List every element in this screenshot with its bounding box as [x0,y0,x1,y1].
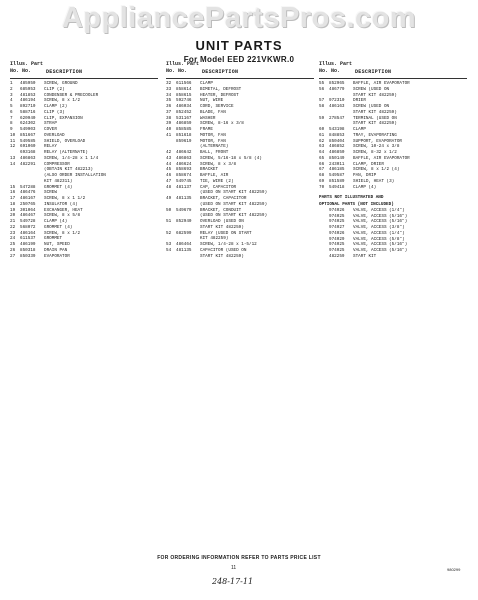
illus-number: 11 [10,138,16,144]
part-number: 486642 [176,150,192,155]
parts-column-2 [166,58,314,259]
part-number: 852965 [329,81,345,86]
part-description: GROMMET (4) [44,224,73,230]
part-description: SCREW, GROUND [44,81,78,86]
part-description: SCREW, 1/4-28 x 1 1/4 [44,155,99,161]
part-description: SCREW, 10-24 x 3/8 [353,144,400,150]
page-number: 11 [231,565,237,571]
watermark: AppliancePartsPros.com [61,2,417,34]
header-description: DESCRIPTION [355,69,392,75]
part-description: SCREW, 8-16 x 3/8 [200,121,244,127]
illus-number: 54 [166,247,172,253]
part-description: BRACKET [200,167,219,173]
part-description: MOTOR, FAN [200,132,226,138]
illus-number: 8 [10,121,13,127]
part-description: (ALSO ORDER INSTALLATION [44,173,106,178]
part-description: CLIP, EXPANSION [44,115,83,121]
illus-number: 34 [166,92,172,98]
part-number: 974026 [329,207,345,213]
illus-number: 43 [166,155,172,161]
illus-number: 49 [166,196,172,201]
part-number: 549585 [20,138,36,144]
part-number: 974025 [329,219,345,225]
part-number: 481135 [176,247,192,253]
part-description: SCREW, 8 x 1/2 [44,230,81,236]
part-description: CLAMP (4) [353,184,377,190]
part-description: EVAPORATOR [44,253,70,259]
part-description: RELAY [44,144,57,150]
illus-number: 22 [10,224,16,230]
header-illus-part: Illus. Part [166,61,200,67]
illus-number: 40 [166,127,172,132]
part-number: 549587 [329,173,345,178]
illus-number: 3 [10,92,13,98]
illus-number: 48 [166,184,172,190]
illus-number: 24 [10,236,16,242]
illus-number: 50 [166,207,172,213]
part-number: 685953 [20,86,36,92]
part-number: 974025 [329,242,345,248]
illus-number: 18 [10,201,16,207]
illus-number: 6 [10,109,13,115]
illus-number: 21 [10,219,16,224]
part-number: 974026 [329,230,345,236]
part-description: SCREW, 8-32 x 1/2 [353,150,397,155]
part-description: (ALTERNATE) [200,144,229,150]
part-description: HEATER, DEFROST [200,92,239,98]
part-number: 301064 [20,207,36,213]
part-number: 486464 [176,242,192,247]
part-number: 486624 [176,161,192,167]
illus-number: 56 [319,86,325,92]
part-number: 549679 [176,207,192,213]
part-description: VALVE, ACCESS (3/8") [353,225,405,230]
illus-number: 16 [10,190,16,196]
part-number: 243011 [329,161,345,167]
part-number: 611566 [176,81,192,86]
part-description: CORD, SERVICE [200,104,234,109]
part-description: CAPACITOR (USED ON [200,247,247,253]
illus-number [319,254,329,260]
part-description: TRAY, EVAPORATING [353,132,397,138]
illus-number: 70 [319,184,325,190]
part-number: 611537 [20,236,36,242]
part-description: (USED ON START KIT 482259) [200,213,268,219]
part-number: 549418 [329,184,345,190]
part-number: 486859 [176,121,192,127]
illus-number: 59 [319,115,325,121]
part-description: COMPRESSOR [44,161,70,167]
part-number: 485950 [20,81,36,86]
table-row [166,254,314,260]
part-description: STRAP [44,121,57,127]
part-description: OVERLOAD (USED ON [200,219,244,224]
part-number: 481135 [176,196,192,201]
illus-number: 32 [166,81,172,86]
part-description: VALVE, ACCESS (5/8") [353,236,405,242]
page-title: UNIT PARTS [195,38,283,53]
part-description: CLAMP [200,81,213,86]
table-row [319,254,467,260]
part-description: VALVE, ACCESS (5/16") [353,242,408,248]
header-numbers: No. No. [10,68,32,74]
column-header [10,58,158,79]
part-number: 278547 [329,115,345,121]
part-description: BALL, FRONT [200,150,229,155]
part-description: CLIP (3) [44,109,65,115]
part-number: 858615 [176,92,192,98]
part-description: GROMMET [44,236,63,242]
part-description: PAN, DRIP [353,173,377,178]
part-number: 568072 [20,224,36,230]
illus-number: 14 [10,161,16,167]
part-description: BIMETAL, DEFROST [200,86,242,92]
illus-number: 17 [10,196,16,201]
illus-number: 53 [166,242,172,247]
part-number: 892710 [20,104,36,109]
part-number: 974029 [329,236,345,242]
part-description: BLADE, FAN [200,109,226,115]
illus-number: 58 [319,104,325,109]
part-description: VALVE, ACCESS (1/4") [353,207,405,213]
header-illus-part: Illus. Part [319,61,353,67]
part-number: 620940 [20,115,36,121]
illus-number: 19 [10,207,16,213]
part-description: START KIT [353,253,377,259]
part-description: NUT, WIRE [200,98,224,104]
part-description: TERMINAL (USED ON [353,115,397,121]
illus-number: 35 [166,98,172,104]
part-number: 481137 [176,184,192,190]
part-description: INSULATOR (4) [44,201,78,207]
part-description: BAFFLE, AIR EVAPORATOR [353,155,410,161]
part-description: SCREW, 5/16-18 x 5/8 (4) [200,155,262,161]
table-row [319,185,467,191]
part-number [176,254,200,260]
part-number: 974027 [329,225,345,230]
part-number: 486852 [329,144,345,150]
part-description: BRACKET, CONDUIT [200,207,242,213]
illus-number: 47 [166,178,172,184]
part-number: 486779 [329,86,345,92]
illus-number: 60 [319,127,325,132]
part-number: 482259 [329,253,345,259]
section-title: PARTS NOT ILLUSTRATED AND [319,195,384,201]
part-number: 851618 [176,132,192,138]
part-number: 486167 [20,196,36,201]
part-description: DRIER [353,98,366,104]
part-description: RELAY (ALTERNATE) [44,150,88,155]
part-number: 691060 [20,144,36,150]
part-description: SHIELD, HEAT (3) [353,178,395,184]
column-header [319,58,467,79]
part-number: 974025 [329,248,345,253]
part-description: START KIT 482259) [353,92,397,98]
illus-number: 57 [319,98,325,104]
illus-number: 13 [10,155,16,161]
illus-number: 23 [10,230,16,236]
part-description: BRACKET, CAPACITOR [200,196,247,201]
illus-number: 20 [10,213,16,219]
illus-number: 62 [319,138,325,144]
part-number: 543198 [329,127,345,132]
illus-number: 61 [319,132,325,138]
part-number: 549745 [176,178,192,184]
illus-number: 5 [10,104,13,109]
header-illus-part: Illus. Part [10,61,44,67]
part-number: 481853 [20,92,36,98]
header-description: DESCRIPTION [46,69,83,75]
part-number: 250765 [20,201,36,207]
part-number: 848853 [329,132,345,138]
document-number: 980299 [447,567,461,572]
part-description: BAFFLE, AIR [200,173,229,178]
part-number: 858614 [176,86,192,92]
part-description: CLAMP (4) [44,219,68,224]
part-description: SCREW, 8 x 1/2 [44,98,81,104]
part-number: 486163 [329,104,345,109]
part-number: 852940 [176,219,192,224]
part-number: 682599 [176,230,192,236]
part-number: 588716 [20,109,36,115]
part-description: (USED ON START KIT 482259) [200,201,268,207]
illus-number: 25 [10,242,16,247]
illus-number: 4 [10,98,13,104]
illus-number: 7 [10,115,13,121]
header-description: DESCRIPTION [202,69,239,75]
part-description: SCREW, 8 x 5/8 [44,213,81,219]
part-number: 624302 [20,121,36,127]
part-number: 486199 [20,242,36,247]
part-number: 486476 [20,190,36,196]
part-number: 486185 [329,167,345,173]
illus-number: 9 [10,127,13,132]
part-description: KIT 482259) [200,236,229,242]
part-description: CONDENSER & PRECOOLER [44,92,99,98]
illus-number: 68 [319,173,325,178]
part-number: 852452 [176,109,192,115]
part-description: GROMMET (4) [44,184,73,190]
illus-number: 69 [319,178,325,184]
illus-number [166,254,176,260]
illus-number: 55 [319,81,325,86]
illus-number: 52 [166,230,172,236]
part-number: 850149 [329,155,345,161]
part-number: 972310 [329,98,345,104]
page-subtitle: For Model EED 221VKWR.0 [183,55,295,64]
part-description: CLAMP [353,127,366,132]
illus-number: 36 [166,104,172,109]
illus-number: 37 [166,109,172,115]
parts-column-3 [319,58,467,260]
illus-number: 51 [166,219,172,224]
part-description: START KIT 482259) [200,224,244,230]
illus-number: 41 [166,132,172,138]
illus-number: 1 [10,81,13,86]
illus-number: 27 [10,253,16,259]
part-description: KIT 482311) [44,178,73,184]
table-row [10,254,158,260]
part-description: START KIT 482259) [353,109,397,115]
part-number: 850318 [20,247,36,253]
part-number: 851589 [329,178,345,184]
part-description: EXCHANGER, HEAT [44,207,83,213]
part-number: 549728 [20,219,36,224]
part-number: 486863 [176,155,192,161]
parts-column-1 [10,58,158,259]
part-description: SCREW, 8 x 1 1/2 [44,196,86,201]
part-description: DRAIN PAN [44,247,68,253]
part-number: 482291 [20,161,36,167]
part-description: VALVE, ACCESS (1/4") [353,230,405,236]
part-description: CLAMP, DRIER [353,161,384,167]
illus-number: 44 [166,161,172,167]
part-number: 858693 [176,167,192,173]
part-description: CLIP (2) [44,86,65,92]
part-number: 486194 [20,98,36,104]
part-description: (OBTAIN KIT 482213) [44,167,93,173]
header-numbers: No. No. [166,68,188,74]
part-description: OVERLOAD [44,132,65,138]
illus-number: 10 [10,132,16,138]
footer-note: FOR ORDERING INFORMATION REFER TO PARTS PRICE LIST [157,555,321,561]
column-header [166,58,314,79]
part-description: VALVE, ACCESS (5/16") [353,213,408,219]
part-description: COVER [44,127,57,132]
header-numbers: No. No. [319,68,341,74]
part-number: 851667 [20,132,36,138]
part-number: 850339 [20,253,36,259]
part-description: START KIT 482259) [200,253,244,259]
part-description: TIE, WIRE (2) [200,178,234,184]
part-description: MOTOR, FAN [200,138,226,144]
part-description: WASHER [200,115,216,121]
part-number: 486164 [20,230,36,236]
part-description: NUT, SPEED [44,242,70,247]
illus-number: 45 [166,167,172,173]
illus-number: 65 [319,155,325,161]
part-number: 850404 [329,138,345,144]
part-description: VALVE, ACCESS (5/16") [353,248,408,253]
part-description: FRAME [200,127,213,132]
illus-number: 66 [319,161,325,167]
part-number: 549903 [20,127,36,132]
part-description: SCREW, 8 x 1/2 (4) [353,167,400,173]
part-description: BAFFLE, AIR EVAPORATOR [353,81,410,86]
illus-number: 38 [166,115,172,121]
illus-number: 2 [10,86,13,92]
part-description: START KIT 482259) [353,121,397,127]
illus-number: 63 [319,144,325,150]
part-description: VALVE, ACCESS (5/16") [353,219,408,225]
part-number: 859619 [176,138,192,144]
part-description: SCREW, 8 x 3/8 [200,161,237,167]
illus-number: 39 [166,121,172,127]
illus-number: 15 [10,184,16,190]
part-number: 486850 [329,150,345,155]
part-number: 531167 [176,115,192,121]
part-description: SHIELD, OVERLOAD [44,138,86,144]
part-number: 858585 [176,127,192,132]
illus-number: 12 [10,144,16,150]
part-description: SCREW (USED ON [353,86,390,92]
illus-number: 33 [166,86,172,92]
illus-number: 64 [319,150,325,155]
part-number: 858674 [176,173,192,178]
part-description: SCREW [44,190,57,196]
part-number: 592746 [176,98,192,104]
part-number: 486034 [176,104,192,109]
part-description: RELAY (USED ON START [200,230,252,236]
handwritten-note: 248-17-11 [212,577,254,586]
illus-number: 46 [166,173,172,178]
section-title: OPTIONAL PARTS (NOT INCLUDED) [319,202,394,207]
illus-number: 26 [10,247,16,253]
part-description: SCREW (USED ON [353,104,390,109]
illus-number: 42 [166,150,172,155]
part-number: 486467 [20,213,36,219]
part-number: 486863 [20,155,36,161]
part-description: CLAMP (2) [44,104,68,109]
illus-number: 67 [319,167,325,173]
part-description: SCREW, 1/4-28 x 1-5/12 [200,242,257,247]
part-description: (USED ON START KIT 482259) [200,190,268,196]
part-number: 693168 [20,150,36,155]
part-description: SUPPORT, EVAPORATOR [353,138,402,144]
part-number: 974025 [329,213,345,219]
part-description: CAP, CAPACITOR [200,184,237,190]
part-number: 547288 [20,184,36,190]
